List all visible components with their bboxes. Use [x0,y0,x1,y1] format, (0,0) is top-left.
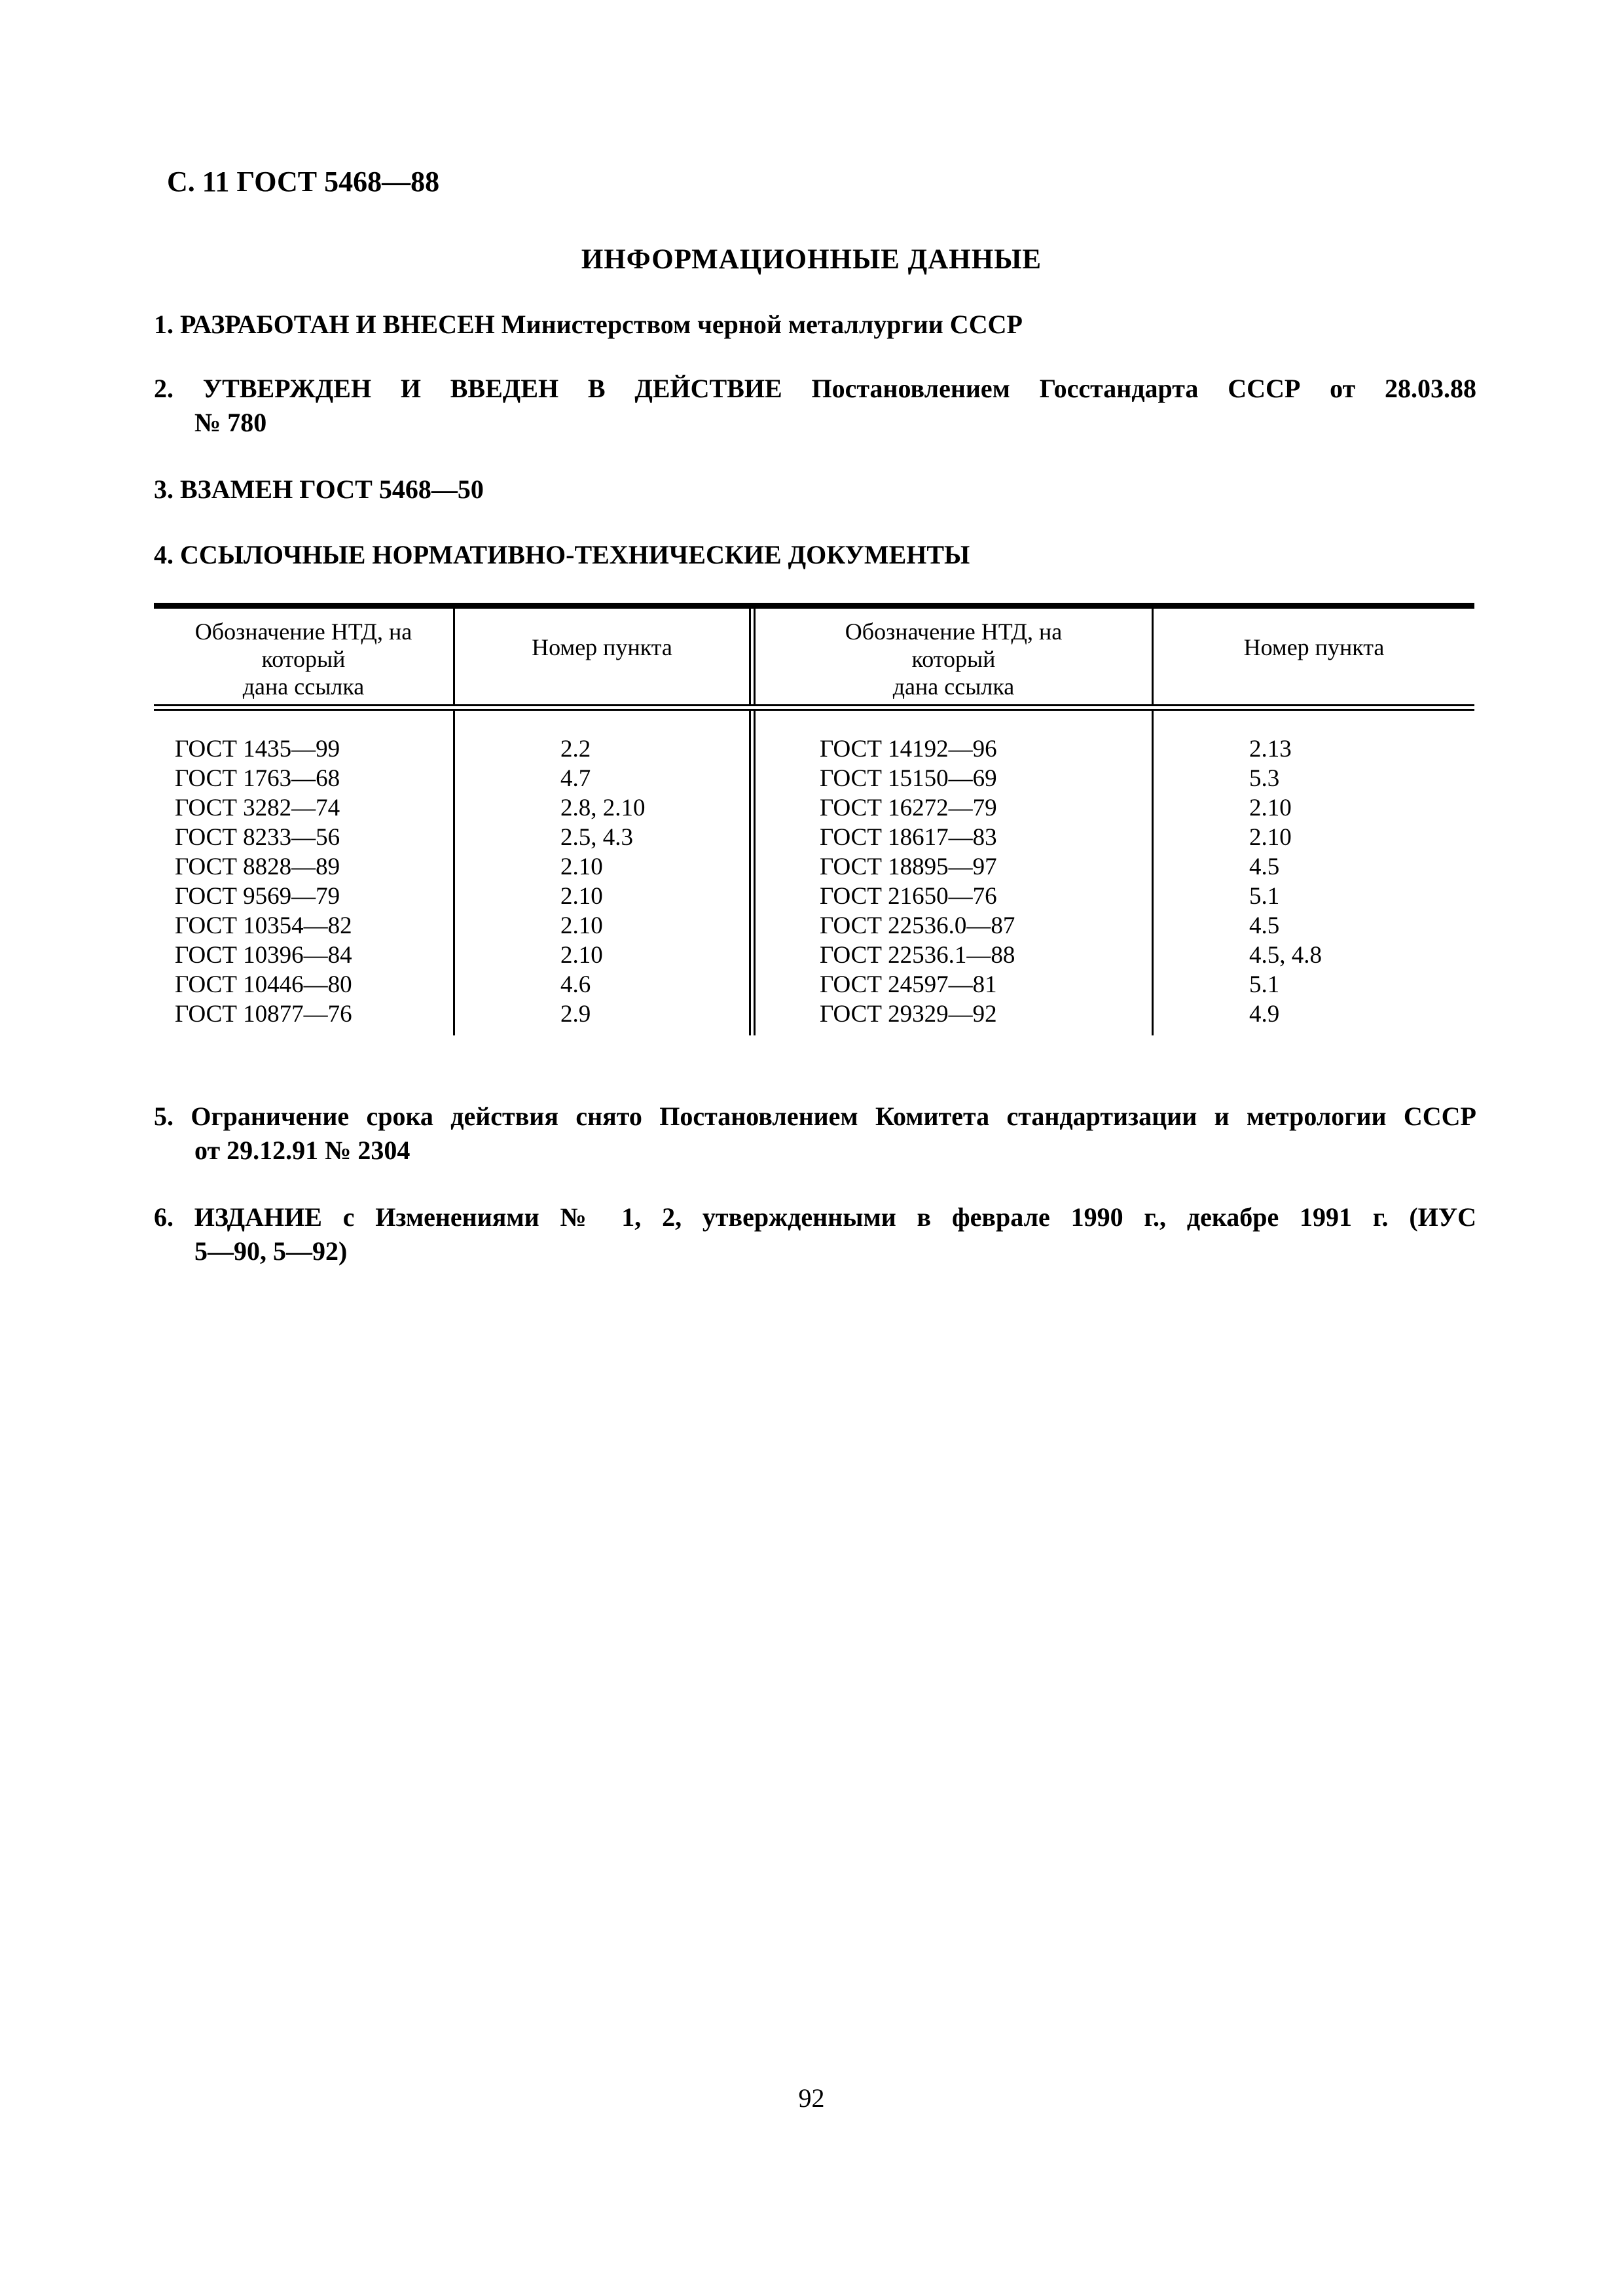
table-cell: 4.9 [1249,1001,1280,1028]
table-cell: ГОСТ 3282—74 [175,795,340,821]
table-cell: ГОСТ 21650—76 [820,883,997,910]
table-cell: ГОСТ 22536.0—87 [820,912,1015,939]
table-cell: 2.5, 4.3 [560,824,633,851]
table-cell: ГОСТ 10877—76 [175,1001,352,1028]
table-cell: 2.10 [560,912,603,939]
table-cell: 2.8, 2.10 [560,795,646,821]
reference-table [154,603,1474,1035]
table-cell: ГОСТ 18895—97 [820,853,997,880]
info-item-5-line-1: 5. Ограничение срока действия снято Постановлением Комитета стандартизации и метрологии СССР [154,1102,1476,1131]
table-cell: 2.10 [1249,795,1292,821]
info-item-4-line-1: 4. ССЫЛОЧНЫЕ НОРМАТИВНО-ТЕХНИЧЕСКИЕ ДОКУМЕНТЫ [154,540,970,569]
table-cell: 4.5 [1249,853,1280,880]
header-cell-ntd-right: Обозначение НТД, на который дана ссылка [749,609,1152,704]
table-cell: 4.7 [560,765,591,792]
table-cell: ГОСТ 14192—96 [820,736,997,762]
info-item-1 [154,308,1476,342]
table-cell: ГОСТ 10446—80 [175,971,352,998]
table-cell: 2.10 [560,853,603,880]
table-cell: ГОСТ 8828—89 [175,853,340,880]
reference-table-body [154,711,1474,1035]
header-cell-ntd-left: Обозначение НТД, на который дана ссылка [194,619,412,700]
info-item-5 [154,1100,1476,1168]
info-item-5-line-2: от 29.12.91 № 2304 [194,1136,410,1165]
table-cell: 5.1 [1249,883,1280,910]
info-item-4 [154,538,1476,572]
table-cell: 2.2 [560,736,591,762]
table-cell: ГОСТ 16272—79 [820,795,997,821]
column-ntd-right [749,711,1152,1035]
table-cell: ГОСТ 8233—56 [175,824,340,851]
table-cell: 4.5, 4.8 [1249,942,1322,969]
info-item-3-line-1: 3. ВЗАМЕН ГОСТ 5468—50 [154,475,484,504]
table-cell: 4.6 [560,971,591,998]
column-punkt-right [1152,711,1474,1035]
table-cell: ГОСТ 29329—92 [820,1001,997,1028]
info-item-3 [154,473,1476,507]
table-cell: ГОСТ 9569—79 [175,883,340,910]
table-cell: ГОСТ 10396—84 [175,942,352,969]
page-number: 92 [798,2083,825,2113]
table-cell: ГОСТ 18617—83 [820,824,997,851]
info-item-2-line-2: № 780 [194,408,267,437]
table-cell: 4.5 [1249,912,1280,939]
table-cell: 2.10 [560,883,603,910]
table-cell: ГОСТ 1763—68 [175,765,340,792]
info-item-2-line-1: 2. УТВЕРЖДЕН И ВВЕДЕН В ДЕЙСТВИЕ Постановлением Госстандарта СССР от 28.03.88 [154,374,1476,403]
running-header: С. 11 ГОСТ 5468—88 [167,166,440,198]
page-title: ИНФОРМАЦИОННЫЕ ДАННЫЕ [581,244,1042,275]
table-cell: ГОСТ 22536.1—88 [820,942,1015,969]
table-cell: 2.9 [560,1001,591,1028]
header-cell-punkt-right: Номер пункта [1152,609,1474,704]
info-item-2 [154,372,1476,440]
header-cell-punkt-left: Номер пункта [453,609,749,704]
table-cell: 2.10 [1249,824,1292,851]
reference-table-header [154,609,1474,711]
info-item-6-line-1: 6. ИЗДАНИЕ с Изменениями № 1, 2, утвержденными в феврале 1990 г., декабре 1991 г. (ИУС [154,1202,1476,1232]
table-cell: ГОСТ 24597—81 [820,971,997,998]
table-cell: ГОСТ 10354—82 [175,912,352,939]
table-cell: ГОСТ 1435—99 [175,736,340,762]
info-item-6 [154,1200,1476,1268]
table-cell: 2.10 [560,942,603,969]
table-cell: 5.1 [1249,971,1280,998]
column-punkt-left [453,711,749,1035]
column-ntd-left [154,711,453,1035]
info-item-6-line-2: 5—90, 5—92) [194,1236,348,1266]
info-item-1-line-1: 1. РАЗРАБОТАН И ВНЕСЕН Министерством черной металлургии СССР [154,310,1023,339]
table-cell: 2.13 [1249,736,1292,762]
table-cell: ГОСТ 15150—69 [820,765,997,792]
table-cell: 5.3 [1249,765,1280,792]
